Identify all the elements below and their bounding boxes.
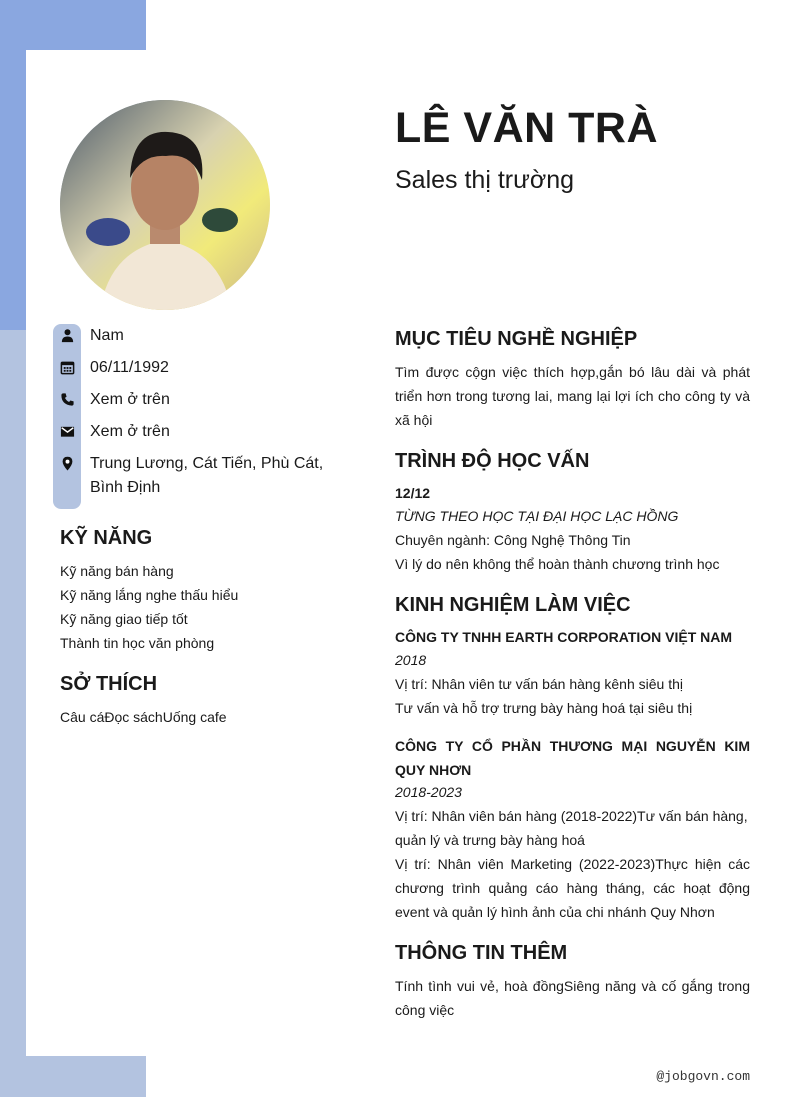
job-period: 2018 xyxy=(395,652,427,668)
education-major: Chuyên ngành: Công Nghệ Thông Tin xyxy=(395,532,631,548)
skill-item: Kỹ năng lắng nghe thấu hiểu xyxy=(60,587,239,603)
contact-email xyxy=(60,420,360,444)
job-title: Sales thị trường xyxy=(395,166,575,194)
location-pin-icon xyxy=(60,456,75,471)
objective-heading: MỤC TIÊU NGHỀ NGHIỆP xyxy=(395,328,638,350)
job-period: 2018-2023 xyxy=(395,784,462,800)
job-company: CÔNG TY CỔ PHẦN THƯƠNG MẠI NGUYỄN KIM QUY NHƠN xyxy=(395,738,750,778)
skill-item: Thành tin học văn phòng xyxy=(60,635,215,651)
job-line: Vị trí: Nhân viên Marketing (2022-2023)Thực hiện các chương trình quảng cáo hàng tháng, các hoạt động event và quản lý hình ảnh của chi nhánh Quy Nhơn xyxy=(395,856,750,920)
candidate-name: LÊ VĂN TRÀ xyxy=(395,104,658,152)
contact-phone xyxy=(60,388,360,412)
job-line: Vị trí: Nhân viên bán hàng (2018-2022)Tư vấn bán hàng, quản lý và trưng bày hàng hoá xyxy=(395,808,748,848)
education-school: TỪNG THEO HỌC TẠI ĐẠI HỌC LẠC HỒNG xyxy=(395,508,679,524)
education-heading: TRÌNH ĐỘ HỌC VẤN xyxy=(395,450,590,472)
skill-item: Kỹ năng bán hàng xyxy=(60,563,174,579)
contact-gender xyxy=(60,324,360,348)
extra-info-text: Tính tình vui vẻ, hoà đồngSiêng năng và cố gắng trong công việc xyxy=(395,978,750,1018)
skills-list xyxy=(60,559,360,655)
skill-item: Kỹ năng giao tiếp tốt xyxy=(60,611,188,627)
extra-info-heading: THÔNG TIN THÊM xyxy=(395,942,568,964)
contact-email-text: Xem ở trên xyxy=(90,423,170,440)
contact-birthday-text: 06/11/1992 xyxy=(90,359,169,376)
job-line: Tư vấn và hỗ trợ trưng bày hàng hoá tại siêu thị xyxy=(395,700,693,716)
hobbies-text: Câu cáĐọc sáchUống cafe xyxy=(60,709,227,725)
mail-icon xyxy=(60,424,75,439)
footer-watermark: @jobgovn.com xyxy=(656,1069,750,1084)
hobbies-heading: SỞ THÍCH xyxy=(60,673,158,695)
education-note: Vì lý do nên không thể hoàn thành chương trình học xyxy=(395,556,720,572)
skills-heading: KỸ NĂNG xyxy=(60,527,153,549)
contact-address xyxy=(60,452,360,500)
phone-icon xyxy=(60,392,75,407)
education-level: 12/12 xyxy=(395,485,431,501)
job-company: CÔNG TY TNHH EARTH CORPORATION VIỆT NAM xyxy=(395,629,733,645)
profile-photo xyxy=(60,100,270,310)
job-line: Vị trí: Nhân viên tư vấn bán hàng kênh siêu thị xyxy=(395,676,683,692)
contact-birthday xyxy=(60,356,360,380)
person-icon xyxy=(60,328,75,343)
contact-address-text: Trung Lương, Cát Tiến, Phù Cát, Bình Định xyxy=(90,455,324,496)
objective-text: Tìm được cộgn việc thích hợp,gắn bó lâu dài và phát triển hơn trong tương lai, mang lại lợi ích cho công ty và xã hội xyxy=(395,364,750,428)
contact-phone-text: Xem ở trên xyxy=(90,391,170,408)
calendar-icon xyxy=(60,360,75,375)
contact-gender-text: Nam xyxy=(90,327,124,344)
experience-heading: KINH NGHIỆM LÀM VIỆC xyxy=(395,594,631,616)
